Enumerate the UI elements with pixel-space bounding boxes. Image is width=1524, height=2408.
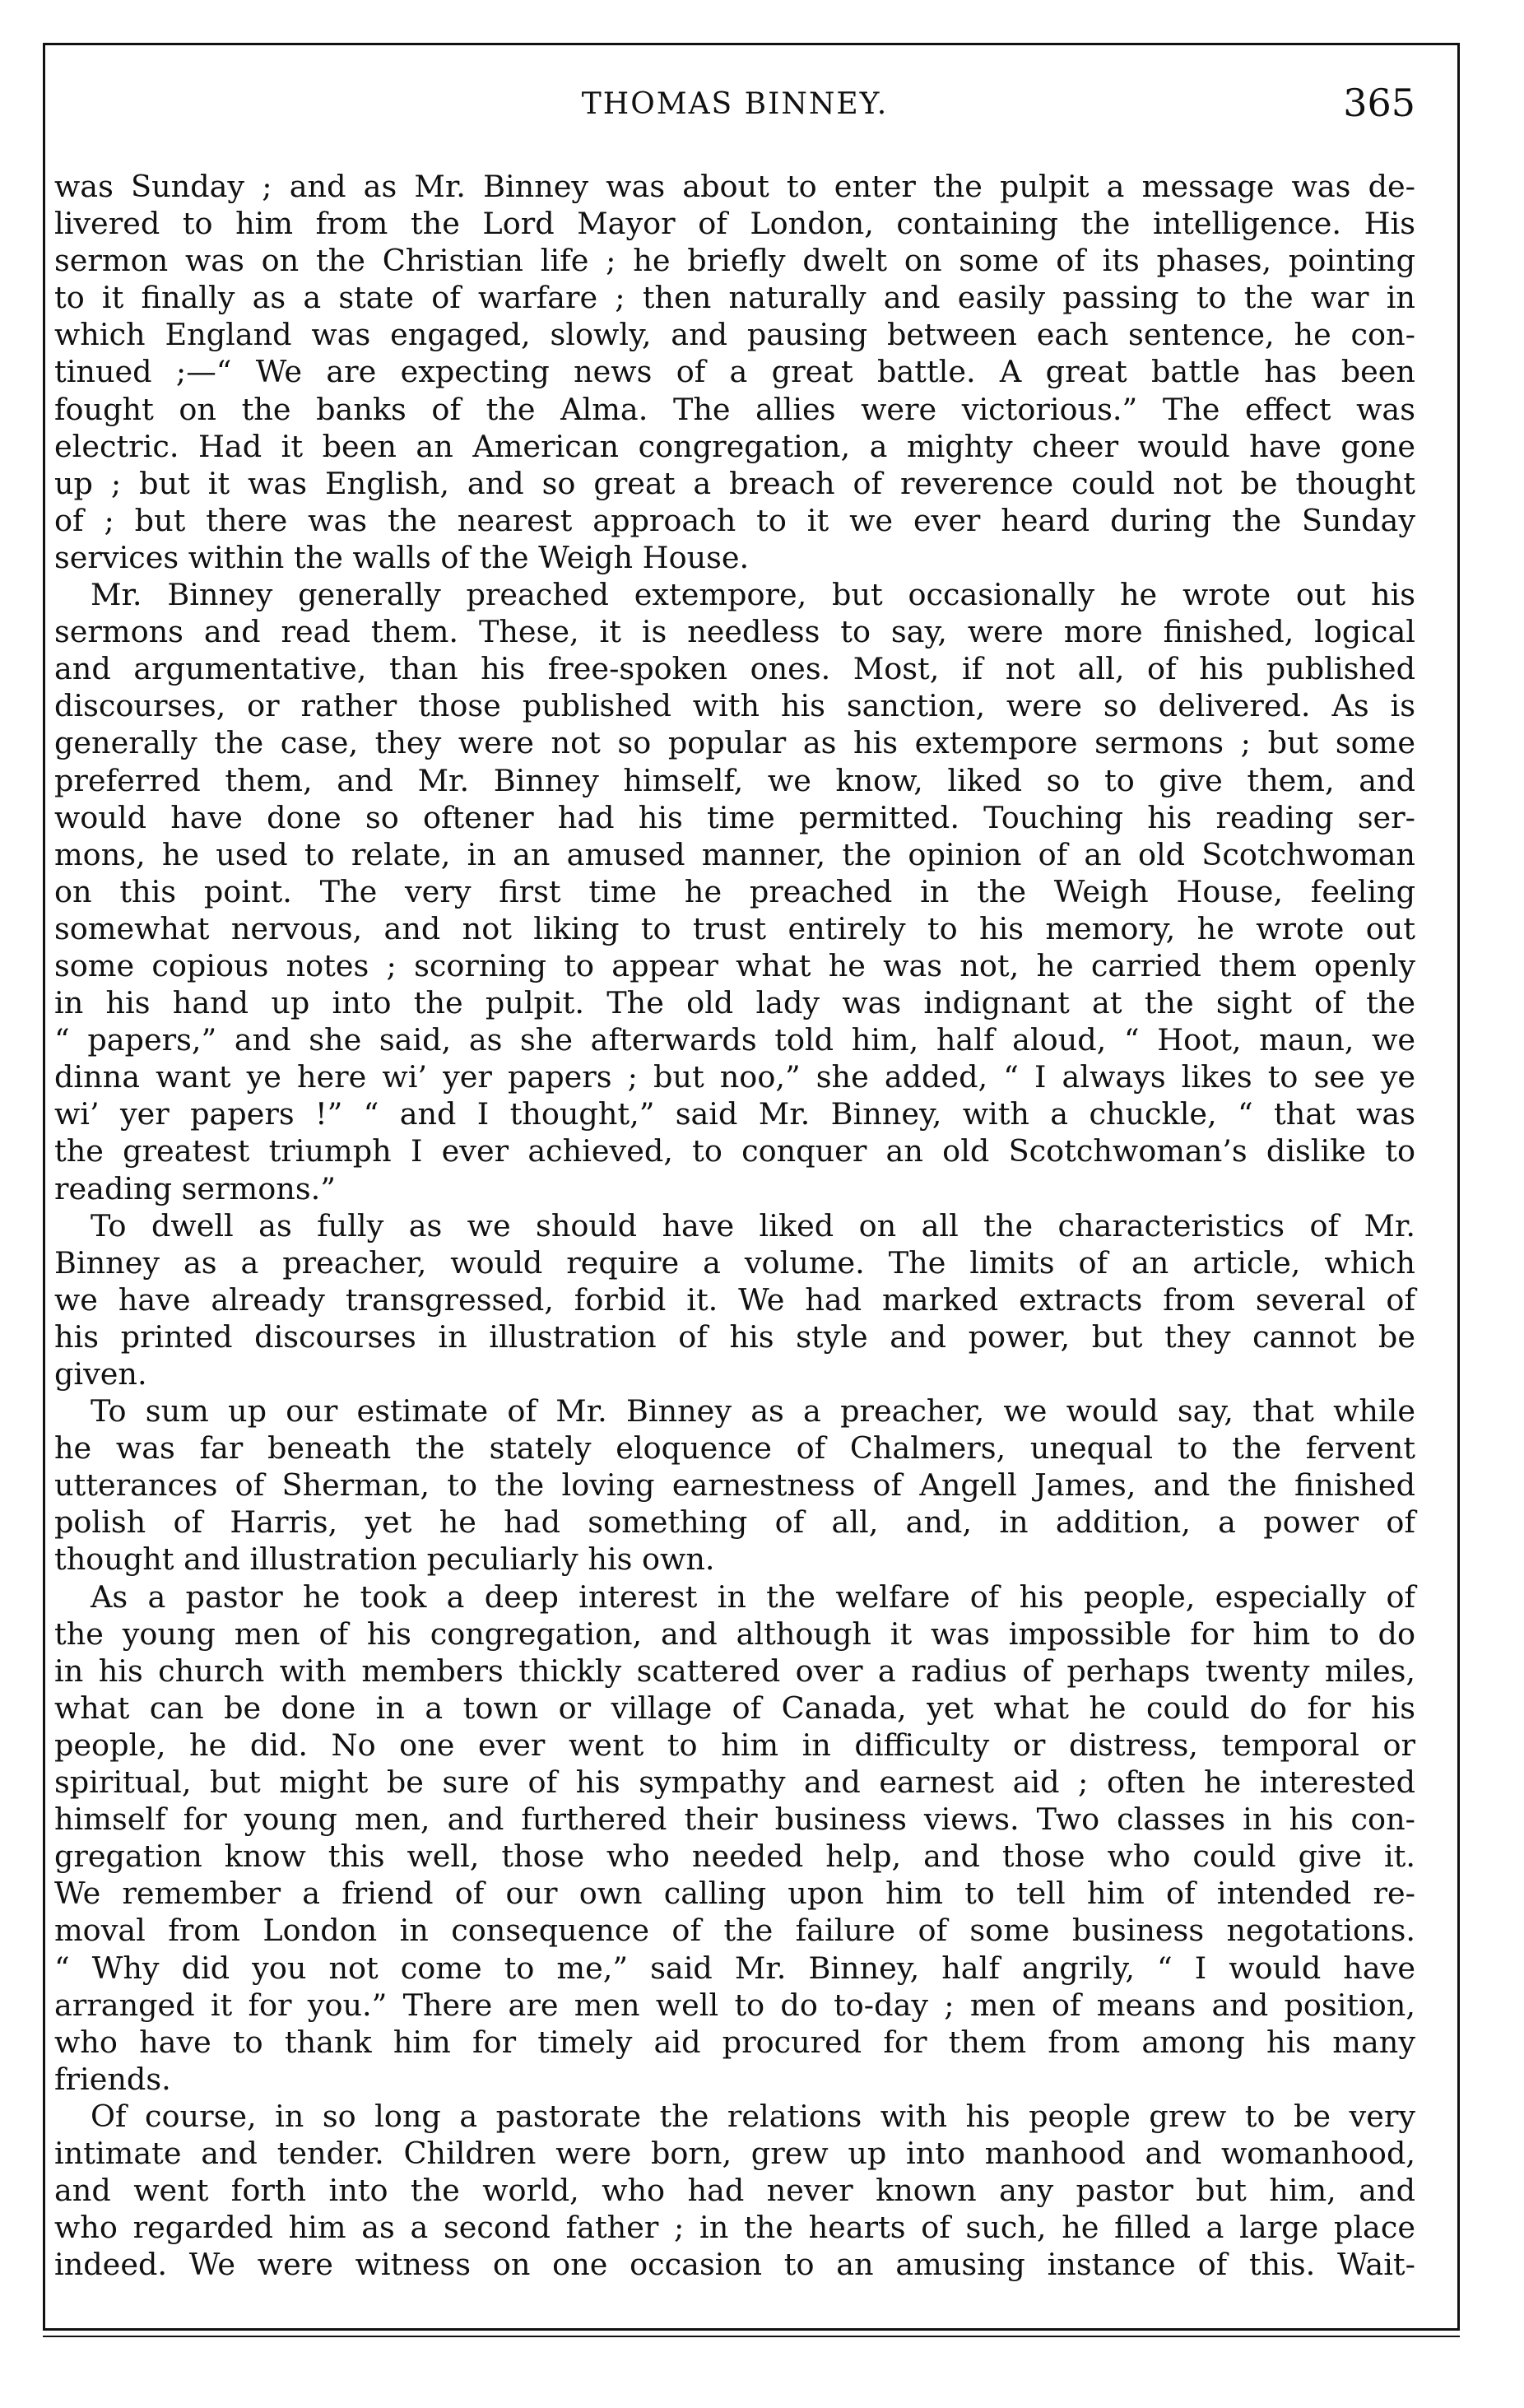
text-line: Of course, in so long a pastorate the relations with his people grew to be very [91,2098,1415,2134]
text-line: friends. [54,2061,171,2097]
running-title: THOMAS BINNEY. [581,87,889,121]
text-line: spiritual, but might be sure of his sympathy and earnest aid ; often he interested [54,1764,1415,1801]
text-line: polish of Harris, yet he had something of all, and, in addition, a power of [54,1504,1415,1541]
text-line: sermon was on the Christian life ; he briefly dwelt on some of its phases, pointing [54,243,1415,279]
paragraph [54,1392,1415,1578]
text-line: intimate and tender. Children were born, grew up into manhood and womanhood, [54,2135,1415,2171]
text-line: reading sermons.” [54,1170,336,1206]
text-line: and went forth into the world, who had never known any pastor but him, and [54,2173,1415,2209]
text-line: he was far beneath the stately eloquence of Chalmers, unequal to the fervent [54,1430,1415,1467]
text-line: utterances of Sherman, to the loving earnestness of Angell James, and the finished [54,1467,1415,1504]
text-line: moval from London in consequence of the failure of some business negotations. [54,1913,1415,1949]
text-line: To dwell as fully as we should have liked on all the characteristics of Mr. [91,1207,1415,1244]
text-line: sermons and read them. These, it is needless to say, were more finished, logical [54,614,1415,650]
text-line: livered to him from the Lord Mayor of London, containing the intelligence. His [54,206,1415,242]
text-line: gregation know this well, those who needed help, and those who could give it. [54,1839,1415,1875]
text-line: was Sunday ; and as Mr. Binney was about to enter the pulpit a message was de- [54,169,1415,204]
text-line: dinna want ye here wi’ yer papers ; but noo,” she added, “ I always likes to see ye [54,1059,1415,1095]
bottom-rule [43,2336,1460,2337]
text-line: on this point. The very first time he preached in the Weigh House, feeling [54,873,1415,909]
paragraph [54,1578,1415,2098]
text-line: who have to thank him for timely aid procured for them from among his many [54,2024,1415,2060]
text-line: To sum up our estimate of Mr. Binney as a preacher, we would say, that while [91,1393,1415,1429]
text-line: thought and illustration peculiarly his own. [54,1541,715,1578]
text-line: wi’ yer papers !” “ and I thought,” said Mr. Binney, with a chuckle, “ that was [54,1096,1415,1132]
text-line: given. [54,1356,147,1392]
text-line: indeed. We were witness on one occasion to an amusing instance of this. Wait- [54,2247,1415,2283]
paragraph [54,2098,1415,2283]
text-line: in his hand up into the pulpit. The old lady was indignant at the sight of the [54,985,1415,1021]
text-line: in his church with members thickly scattered over a radius of perhaps twenty miles, [54,1653,1415,1689]
text-line: electric. Had it been an American congregation, a mighty cheer would have gone [54,428,1415,464]
text-line: we have already transgressed, forbid it. We had marked extracts from several of [54,1281,1415,1318]
text-line: the young men of his congregation, and although it was impossible for him to do [54,1615,1415,1652]
text-line: fought on the banks of the Alma. The allies were victorious.” The effect was [54,391,1415,427]
text-line: services within the walls of the Weigh House. [54,539,750,575]
text-line: and argumentative, than his free-spoken ones. Most, if not all, of his published [54,651,1415,687]
text-line: As a pastor he took a deep interest in the welfare of his people, especially of [91,1578,1415,1615]
text-line: himself for young men, and furthered their business views. Two classes in his con- [54,1801,1415,1838]
paragraph [54,168,1415,576]
text-line: discourses, or rather those published with his sanction, were so delivered. As is [54,688,1415,724]
text-line: who regarded him as a second father ; in the hearts of such, he filled a large place [54,2210,1415,2246]
text-line: which England was engaged, slowly, and pausing between each sentence, he con- [54,317,1415,353]
text-line: what can be done in a town or village of Canada, yet what he could do for his [54,1690,1415,1726]
text-line: some copious notes ; scorning to appear what he was not, he carried them openly [54,947,1415,983]
text-line: Binney as a preacher, would require a volume. The limits of an article, which [54,1244,1415,1281]
text-line: arranged it for you.” There are men well to do to-day ; men of means and position, [54,1987,1415,2023]
text-line: “ Why did you not come to me,” said Mr. Binney, half angrily, “ I would have [54,1950,1415,1986]
text-line: We remember a friend of our own calling upon him to tell him of intended re- [54,1876,1415,1912]
text-line: mons, he used to relate, in an amused manner, the opinion of an old Scotchwoman [54,836,1415,872]
text-line: “ papers,” and she said, as she afterwards told him, half aloud, “ Hoot, maun, we [54,1022,1415,1058]
text-line: up ; but it was English, and so great a breach of reverence could not be thought [54,465,1415,501]
text-line: his printed discourses in illustration of his style and power, but they cannot be [54,1318,1415,1355]
paragraph [54,1207,1415,1392]
paragraph [54,576,1415,1207]
page-header [54,81,1415,130]
text-line: the greatest triumph I ever achieved, to conquer an old Scotchwoman’s dislike to [54,1133,1415,1169]
text-line: preferred them, and Mr. Binney himself, we know, liked so to give them, and [54,762,1415,798]
text-line: to it finally as a state of warfare ; then naturally and easily passing to the war in [54,280,1415,316]
text-line: somewhat nervous, and not liking to trust entirely to his memory, he wrote out [54,910,1415,946]
body-text [54,168,1415,2283]
text-line: would have done so oftener had his time permitted. Touching his reading ser- [54,799,1415,835]
text-line: generally the case, they were not so popular as his extempore sermons ; but some [54,725,1415,761]
text-line: of ; but there was the nearest approach to it we ever heard during the Sunday [54,502,1415,538]
text-line: tinued ;—“ We are expecting news of a great battle. A great battle has been [54,354,1415,390]
page-number: 365 [1343,81,1415,125]
text-line: people, he did. No one ever went to him in difficulty or distress, temporal or [54,1727,1415,1763]
text-line: Mr. Binney generally preached extempore, but occasionally he wrote out his [91,577,1415,613]
